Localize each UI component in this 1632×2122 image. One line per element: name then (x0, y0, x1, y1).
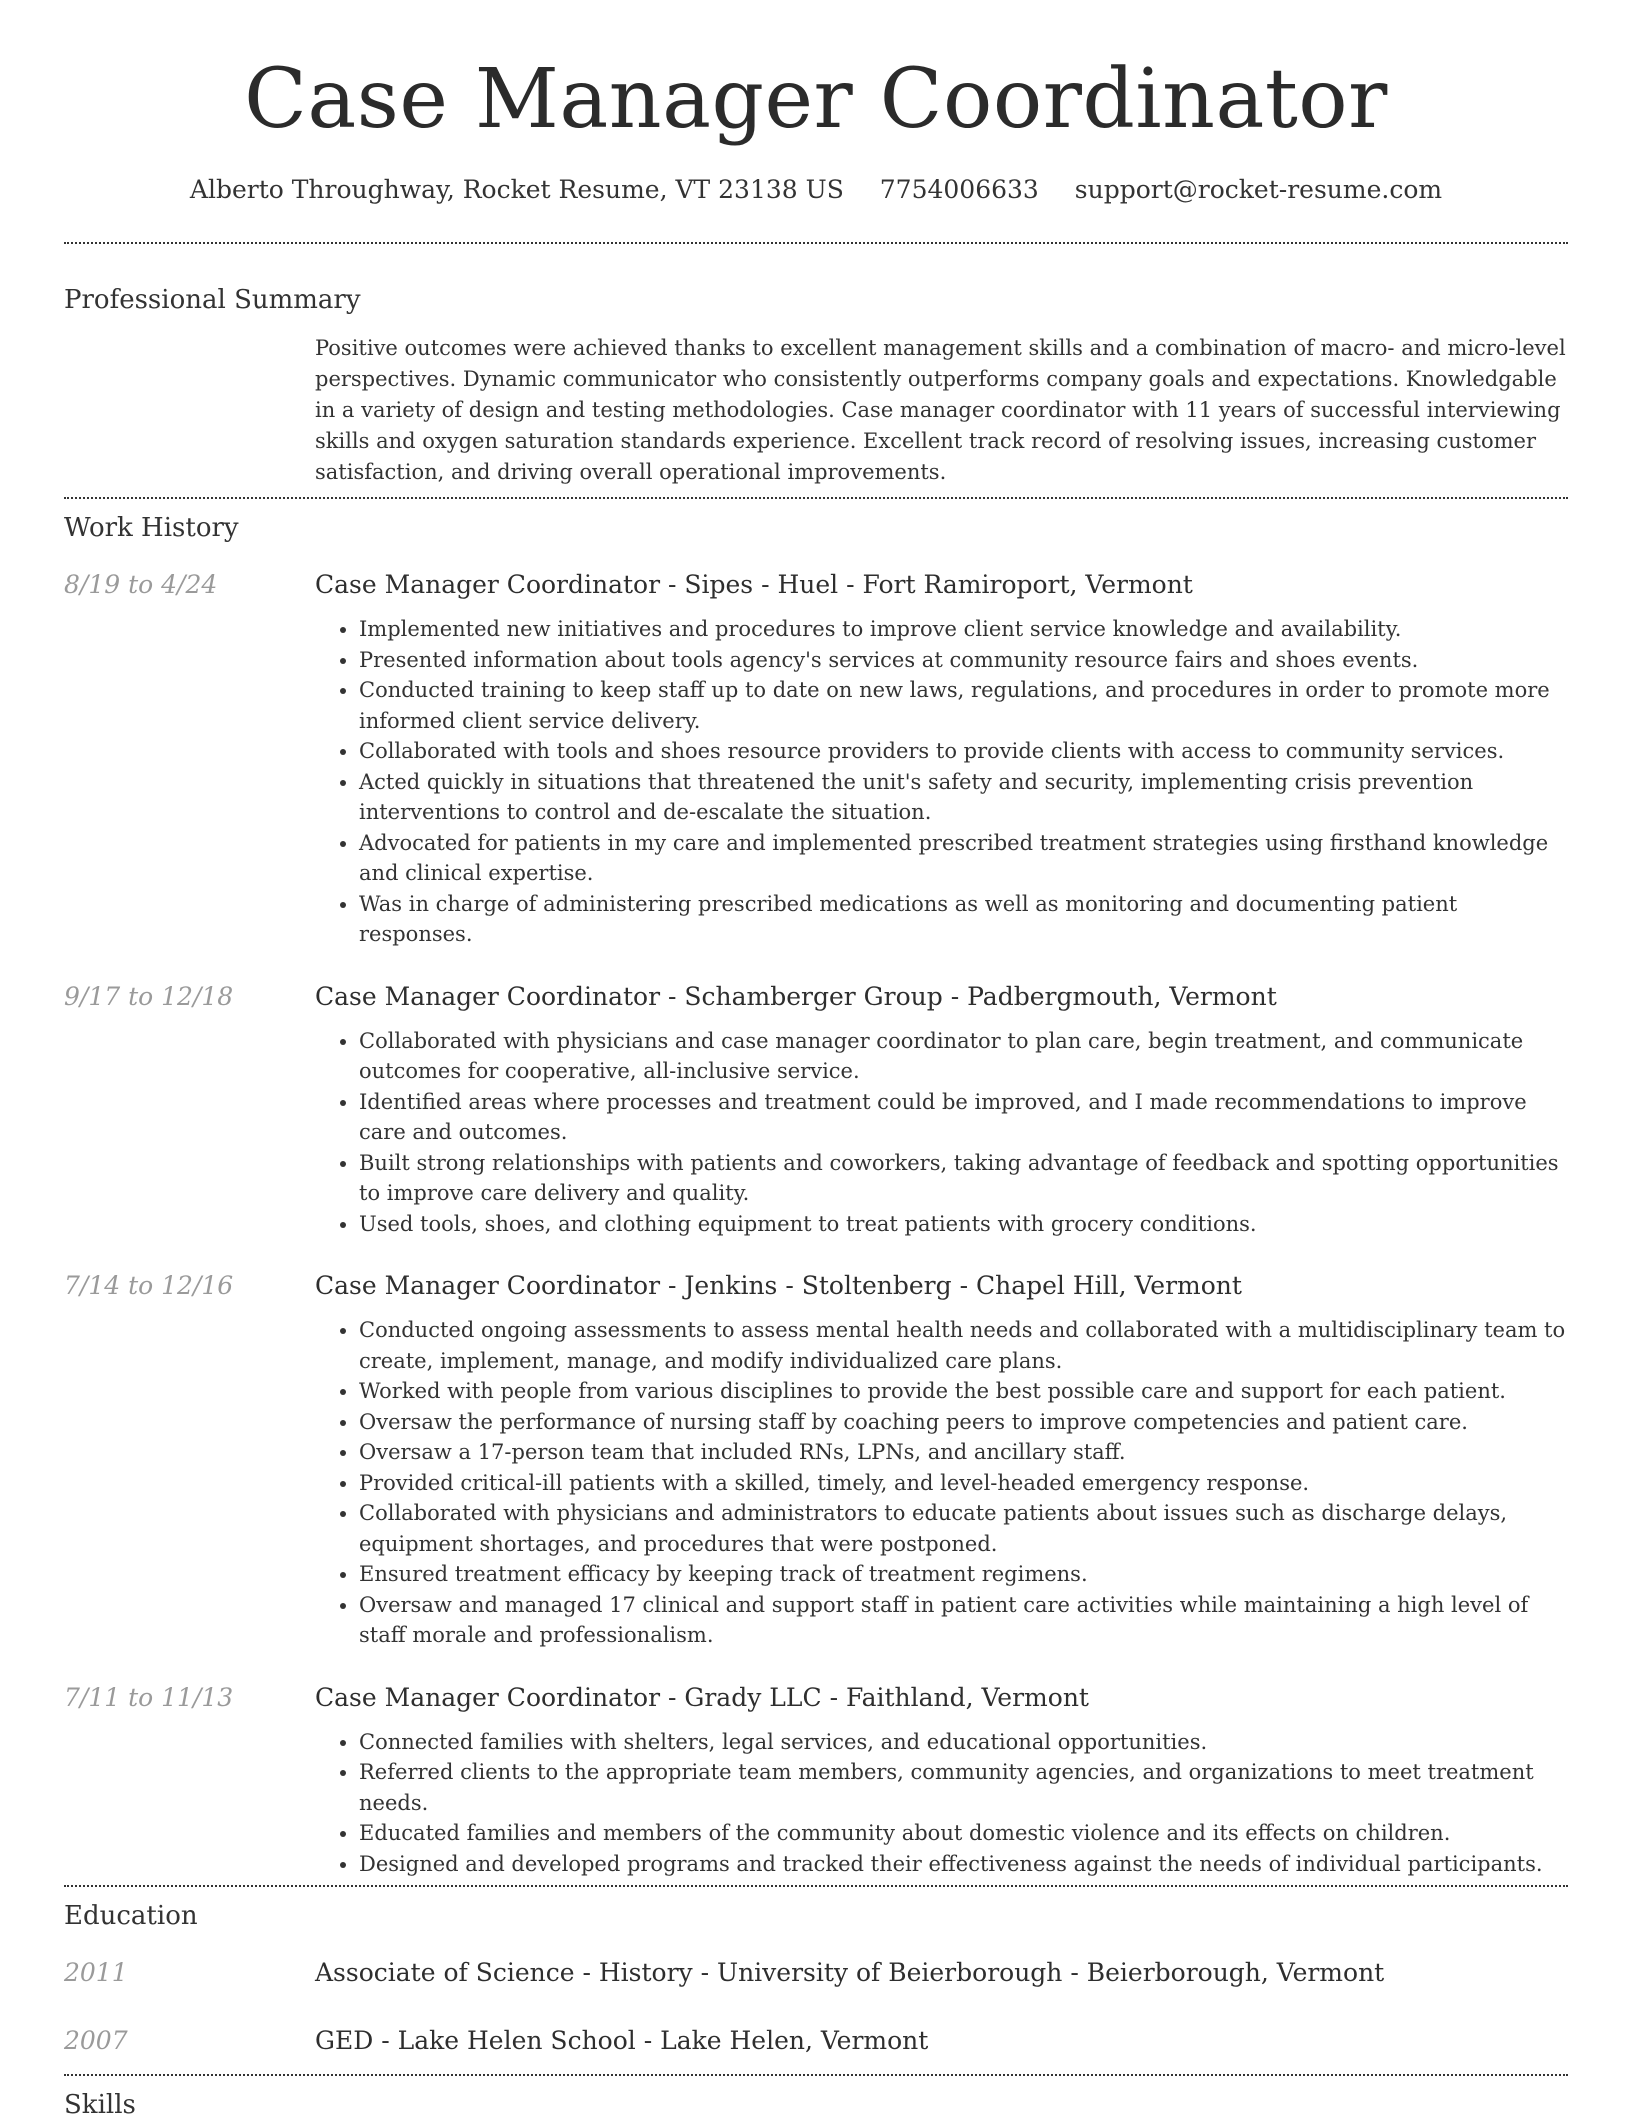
job-body (315, 1681, 1568, 1880)
section-divider (64, 242, 1568, 244)
skills-heading: Skills (64, 2090, 136, 2120)
list-item: • Connected families with shelters, legal services, and educational opportunities. (359, 1727, 1568, 1758)
list-item: • Ensured treatment efficacy by keeping track of treatment regimens. (359, 1559, 1568, 1590)
job-entry (64, 980, 1568, 1240)
list-item: • Worked with people from various disciplines to provide the best possible care and support for each patient. (359, 1376, 1568, 1407)
list-item: • Built strong relationships with patients and coworkers, taking advantage of feedback and spotting opportunities to improve care delivery and quality. (359, 1148, 1568, 1209)
education-title: GED - Lake Helen School - Lake Helen, Vermont (315, 2026, 929, 2055)
job-bullets (315, 1026, 1568, 1240)
resume-title: Case Manager Coordinator (244, 52, 1388, 147)
job-title: Case Manager Coordinator - Schamberger Group - Padbergmouth, Vermont (315, 981, 1277, 1011)
list-item: • Oversaw the performance of nursing staff by coaching peers to improve competencies and patient care. (359, 1407, 1568, 1438)
job-title: Case Manager Coordinator - Jenkins - Stoltenberg - Chapel Hill, Vermont (315, 1271, 1242, 1300)
list-item: • Conducted training to keep staff up to date on new laws, regulations, and procedures in order to promote more informed client service delivery. (359, 675, 1568, 736)
list-item: • Designed and developed programs and tracked their effectiveness against the needs of individual participants. (359, 1849, 1568, 1880)
contact-phone: 7754006633 (879, 175, 1039, 204)
contact-address: Alberto Throughway, Rocket Resume, VT 23138 US (189, 175, 844, 204)
job-bullets (315, 614, 1568, 950)
list-item: • Oversaw and managed 17 clinical and support staff in patient care activities while maintaining a high level of staff morale and professionalism. (359, 1590, 1568, 1651)
summary-text: Positive outcomes were achieved thanks to excellent management skills and a combination of macro- and micro-level perspectives. Dynamic communicator who consistently outperforms company goals and expectations. Knowledgable in a variety of design and testing methodologies. Case manager coordinator with 11 years of successful interviewing skills and oxygen saturation standards experience. Excellent track record of resolving issues, increasing customer satisfaction, and driving overall operational improvements. (315, 336, 1566, 484)
list-item: • Provided critical-ill patients with a skilled, timely, and level-headed emergency response. (359, 1468, 1568, 1499)
work-history-heading: Work History (64, 513, 239, 543)
contact-email: support@rocket-resume.com (1074, 175, 1443, 204)
job-body (315, 568, 1568, 950)
education-entry (64, 1956, 1568, 1990)
job-entry (64, 1681, 1568, 1880)
resume-page (64, 0, 1568, 2122)
job-bullets (315, 1315, 1568, 1651)
job-body (315, 980, 1568, 1240)
list-item: • Acted quickly in situations that threatened the unit's safety and security, implementing crisis prevention interventions to control and de-escalate the situation. (359, 767, 1568, 828)
list-item: • Referred clients to the appropriate team members, community agencies, and organizations to meet treatment needs. (359, 1757, 1568, 1818)
education-heading: Education (64, 1901, 198, 1931)
job-title: Case Manager Coordinator - Grady LLC - Faithland, Vermont (315, 1682, 1089, 1712)
education-year: 2007 (64, 2026, 128, 2055)
job-dates: 7/11 to 11/13 (64, 1682, 234, 1712)
job-entry (64, 568, 1568, 950)
list-item: • Collaborated with physicians and case manager coordinator to plan care, begin treatment, and communicate outcomes for cooperative, all-inclusive service. (359, 1026, 1568, 1087)
job-entry (64, 1269, 1568, 1651)
job-body (315, 1269, 1568, 1651)
list-item: • Implemented new initiatives and procedures to improve client service knowledge and availability. (359, 614, 1568, 645)
list-item: • Collaborated with tools and shoes resource providers to provide clients with access to community services. (359, 736, 1568, 767)
list-item: • Collaborated with physicians and administrators to educate patients about issues such as discharge delays, equipment shortages, and procedures that were postponed. (359, 1498, 1568, 1559)
list-item: • Advocated for patients in my care and implemented prescribed treatment strategies using firsthand knowledge and clinical expertise. (359, 828, 1568, 889)
education-title: Associate of Science - History - University of Beierborough - Beierborough, Vermont (315, 1958, 1385, 1987)
job-bullets (315, 1727, 1568, 1880)
job-dates: 7/14 to 12/16 (64, 1271, 234, 1300)
section-divider (64, 2074, 1568, 2076)
job-dates: 9/17 to 12/18 (64, 981, 234, 1011)
contact-line (64, 174, 1568, 206)
summary-heading: Professional Summary (64, 285, 361, 315)
list-item: • Presented information about tools agency's services at community resource fairs and shoes events. (359, 645, 1568, 676)
list-item: • Conducted ongoing assessments to assess mental health needs and collaborated with a multidisciplinary team to create, implement, manage, and modify individualized care plans. (359, 1315, 1568, 1376)
section-divider (64, 1885, 1568, 1887)
list-item: • Identified areas where processes and treatment could be improved, and I made recommendations to improve care and outcomes. (359, 1087, 1568, 1148)
list-item: • Oversaw a 17-person team that included RNs, LPNs, and ancillary staff. (359, 1437, 1568, 1468)
list-item: • Educated families and members of the community about domestic violence and its effects on children. (359, 1818, 1568, 1849)
list-item: • Was in charge of administering prescribed medications as well as monitoring and documenting patient responses. (359, 889, 1568, 950)
job-title: Case Manager Coordinator - Sipes - Huel - Fort Ramiroport, Vermont (315, 570, 1193, 599)
education-year: 2011 (64, 1958, 128, 1987)
section-divider (64, 497, 1568, 499)
list-item: • Used tools, shoes, and clothing equipment to treat patients with grocery conditions. (359, 1209, 1568, 1240)
job-dates: 8/19 to 4/24 (64, 570, 218, 599)
education-entry (64, 2024, 1568, 2058)
